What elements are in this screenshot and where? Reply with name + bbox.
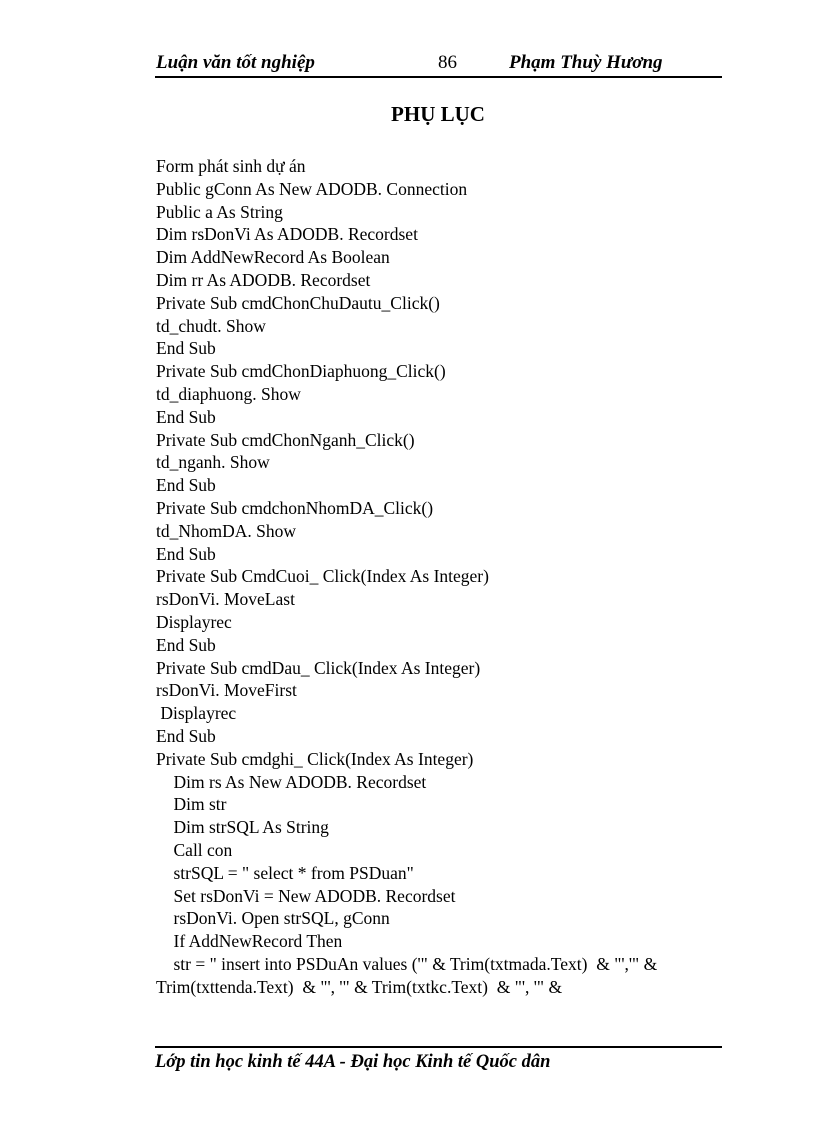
code-listing (156, 155, 726, 998)
header-author: Phạm Thuỳ Hương (509, 52, 663, 73)
code-line: End Sub (156, 338, 216, 359)
code-line: If AddNewRecord Then (156, 931, 343, 952)
code-line: Private Sub cmdchonNhomDA_Click() (156, 497, 434, 518)
code-line: End Sub (156, 543, 216, 564)
code-line: td_chudt. Show (156, 315, 266, 336)
code-line: rsDonVi. Open strSQL, gConn (156, 908, 390, 929)
code-line: Dim rsDonVi As ADODB. Recordset (156, 224, 418, 245)
code-line: td_NhomDA. Show (156, 520, 297, 541)
code-line: End Sub (156, 634, 216, 655)
section-title: PHỤ LỤC (391, 102, 485, 126)
code-line: Trim(txttenda.Text) & "', '" & Trim(txtkc.Text) & "', '" & (156, 976, 563, 997)
code-line: End Sub (156, 475, 216, 496)
code-line: Dim strSQL As String (156, 817, 329, 838)
code-line: Form phát sinh dự án (156, 156, 306, 176)
code-line: Dim AddNewRecord As Boolean (156, 247, 390, 268)
code-line: td_nganh. Show (156, 452, 270, 473)
header-thesis-label: Luận văn tốt nghiệp (156, 52, 315, 73)
code-line: Public a As String (156, 201, 283, 222)
code-line: End Sub (156, 725, 216, 746)
code-line: Private Sub CmdCuoi_ Click(Index As Integer) (156, 566, 489, 587)
code-line: End Sub (156, 406, 216, 427)
code-line: Dim rs As New ADODB. Recordset (156, 771, 427, 792)
code-line: rsDonVi. MoveLast (156, 589, 295, 610)
code-line: Private Sub cmdChonNganh_Click() (156, 429, 415, 450)
code-line: rsDonVi. MoveFirst (156, 680, 297, 701)
code-line: Call con (156, 839, 233, 860)
code-line: Private Sub cmdghi_ Click(Index As Integer) (156, 748, 474, 769)
code-line: Public gConn As New ADODB. Connection (156, 178, 468, 199)
code-line: Dim str (156, 794, 227, 815)
code-line: Private Sub cmdDau_ Click(Index As Integer) (156, 657, 481, 678)
code-line: Dim rr As ADODB. Recordset (156, 269, 371, 290)
code-line: Displayrec (156, 703, 237, 724)
code-line: td_diaphuong. Show (156, 383, 301, 404)
code-line: Private Sub cmdChonChuDautu_Click() (156, 292, 440, 313)
code-line: strSQL = " select * from PSDuan" (156, 862, 414, 883)
page-header (155, 50, 722, 78)
code-line: Set rsDonVi = New ADODB. Recordset (156, 885, 456, 906)
code-line: Private Sub cmdChonDiaphuong_Click() (156, 361, 446, 382)
code-line: Displayrec (156, 611, 232, 632)
code-line: str = " insert into PSDuAn values ('" & Trim(txtmada.Text) & "','" & (156, 953, 658, 974)
page-footer: Lớp tin học kinh tế 44A - Đại học Kinh tế Quốc dân (155, 1046, 722, 1073)
page-number: 86 (438, 52, 457, 73)
